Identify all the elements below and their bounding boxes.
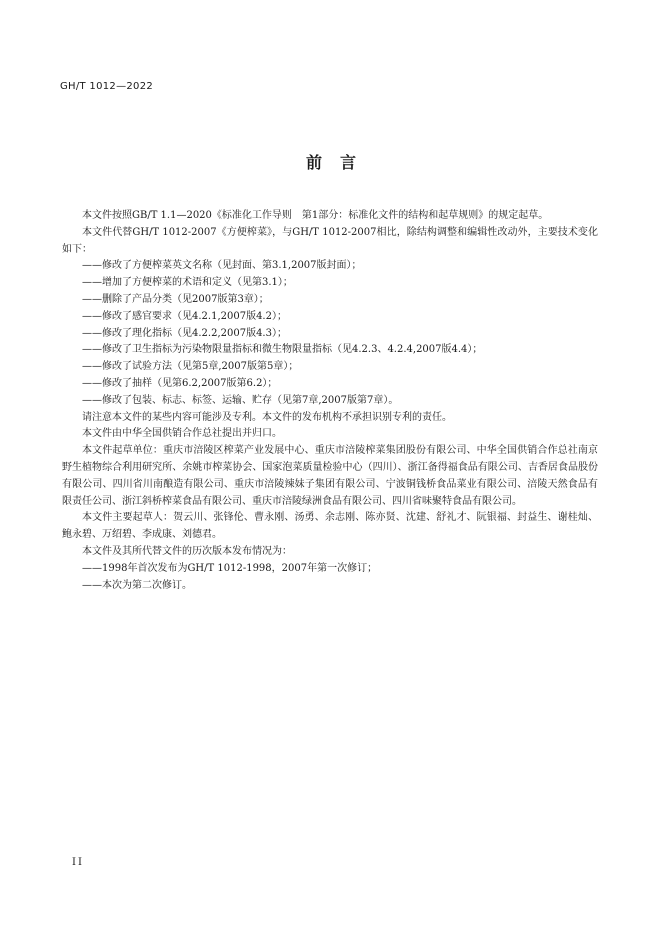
paragraph-drafters: 本文件主要起草人：贺云川、张锋伦、曹永刚、汤勇、余志刚、陈亦贤、沈建、舒礼才、阮银福、封益生、谢桂灿、鲍永碧、万绍碧、李成康、刘德君。 [62,512,598,541]
history-item: ——本次为第二次修订。 [82,579,192,591]
change-item: ——修改了理化指标（见4.2.2,2007版4.3）； [82,327,287,339]
paragraph-patent-notice: 请注意本文件的某些内容可能涉及专利。本文件的发布机构不承担识别专利的责任。 [82,411,452,423]
page-title: 前言 [305,153,374,172]
paragraph-drafting-units: 本文件起草单位：重庆市涪陵区榨菜产业发展中心、重庆市涪陵榨菜集团股份有限公司、中华全国供销合作总社南京野生植物综合利用研究所、余姚市榨菜协会、国家泡菜质量检验中心（四川）、浙江备得福食品有限公司、吉香居食品股份有限公司、四川省川南酿造有限公司、重庆市涪陵辣妹子集团有限公司、宁波铜钱桥食品菜业有限公司、涪陵天然食品有限责任公司、浙江斜桥榨菜食品有限公司、重庆市涪陵绿洲食品有限公司、四川省味聚特食品有限公司。 [62,445,598,507]
change-item: ——修改了卫生指标为污染物限量指标和微生物限量指标（见4.2.3、4.2.4,2007版4.4）； [82,344,483,356]
paragraph-replacement: 本文件代替GH/T 1012-2007《方便榨菜》，与GH/T 1012-2007相比，除结构调整和编辑性改动外，主要技术变化如下： [62,226,598,255]
change-item: ——删除了产品分类（见2007版第3章）； [82,293,269,305]
page-number: II [72,857,84,868]
paragraph-drafting-basis: 本文件按照GB/T 1.1—2020《标准化工作导则 第1部分：标准化文件的结构和起草规则》的规定起草。 [82,210,549,221]
change-item: ——增加了方便榨菜的术语和定义（见第3.1）； [82,277,293,289]
change-item: ——修改了感官要求（见4.2.1,2007版4.2）； [82,310,287,322]
change-item: ——修改了试验方法（见第5章,2007版第5章）； [82,361,299,373]
change-item: ——修改了方便榨菜英文名称（见封面、第3.1,2007版封面）； [82,260,362,272]
paragraph-proposer: 本文件由中华全国供销合作总社提出并归口。 [82,428,282,440]
foreword-body [62,208,598,594]
paragraph-history-intro: 本文件及其所代替文件的历次版本发布情况为： [82,545,292,557]
history-item: ——1998年首次发布为GH/T 1012-1998，2007年第一次修订； [82,562,378,574]
standard-code: GH/T 1012—2022 [60,81,154,92]
change-item: ——修改了抽样（见第6.2,2007版第6.2）； [82,377,278,389]
change-item: ——修改了包装、标志、标签、运输、贮存（见第7章,2007版第7章）。 [82,394,399,406]
